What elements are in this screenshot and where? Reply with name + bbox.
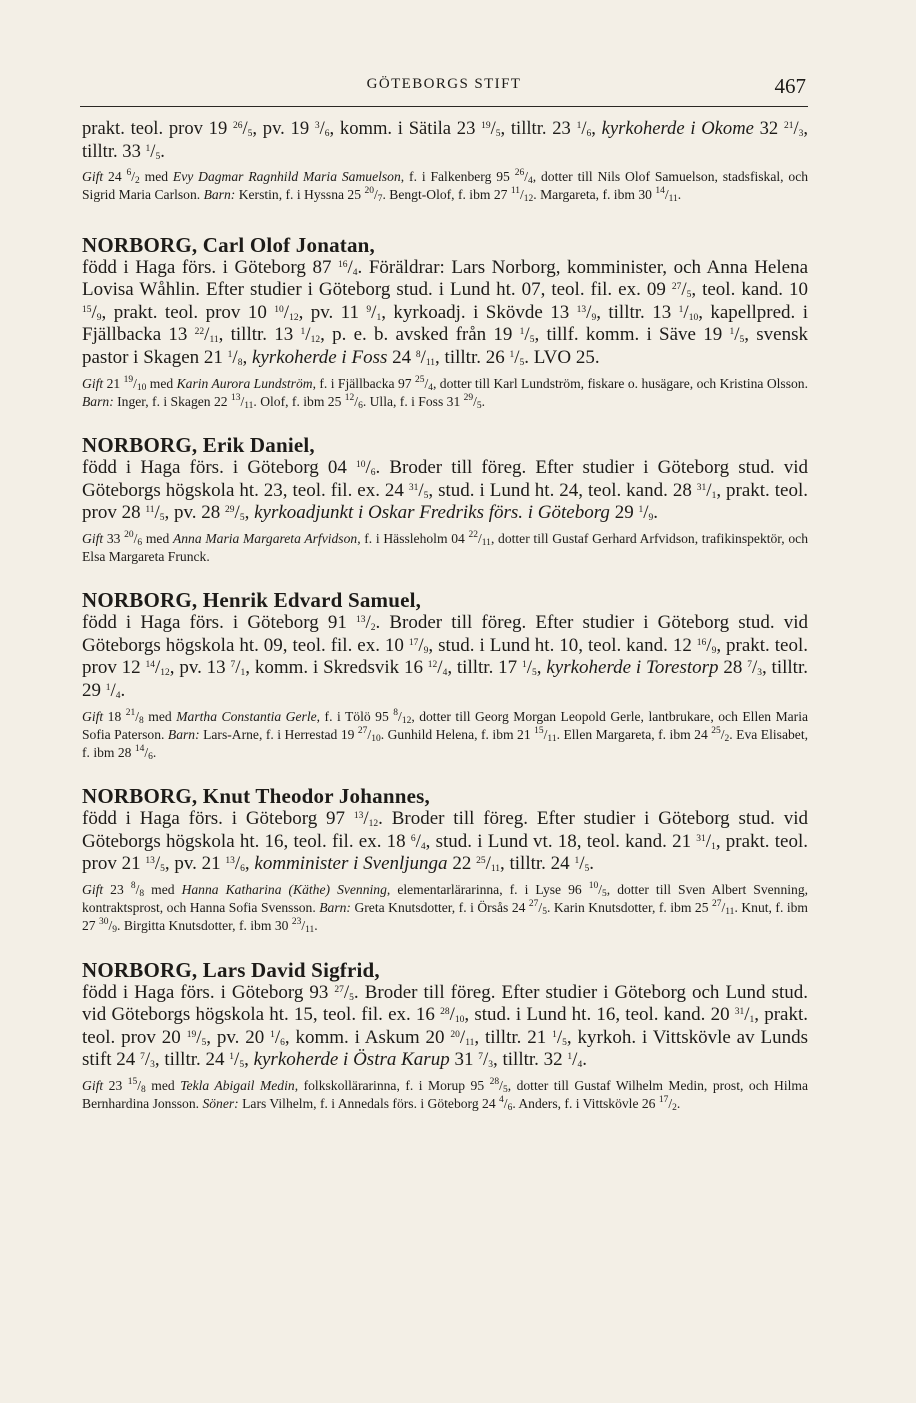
entry-career-text: född i Haga förs. i Göteborg 97 $^{13}/_{12}$. Broder till föreg. Efter studier i Göteborg stud. vid Göteborgs högskola ht. 16, teol. fil. ex. 18 $^6/_4$, stud. i Lund vt. 18, teol. kand. 21 $^{31}/_1$, prakt. teol. prov 21 $^{13}/_5$, pv. 21 $^{13}/_6$, komminister i Svenljunga 22 $^{25}/_{11}$, tilltr. 24 $^1/_5$. (82, 808, 809, 875)
biography-entry (82, 588, 808, 762)
page-number: 467 (774, 74, 806, 98)
biography-entry (82, 784, 808, 935)
biography-entry (82, 233, 808, 411)
entry-career-text: född i Haga förs. i Göteborg 91 $^{13}/_2$. Broder till föreg. Efter studier i Göteborg stud. vid Göteborgs högskola ht. 09, teol. fil. ex. 10 $^{17}/_9$, stud. i Lund ht. 10, teol. kand. 12 $^{16}/_9$, prakt. teol. prov 12 $^{14}/_{12}$, pv. 13 $^7/_1$, komm. i Skredsvik 16 $^{12}/_4$, tilltr. 17 $^1/_5$, kyrkoherde i Torestorp 28 $^7/_3$, tilltr. 29 $^1/_4$. (82, 612, 809, 701)
entry-family-text: Gift 23 $^8/_8$ med Hanna Katharina (Käthe) Svenning, elementarlärarinna, f. i Lyse 96 $^{10}/_5$, dotter till Sven Albert Svenning, kontraktsprost, och Hanna Sofia Svensson. Barn: Greta Knutsdotter, f. i Örsås 24 $^{27}/_5$. Karin Knutsdotter, f. ibm 25 $^{27}/_{11}$. Knut, f. ibm 27 $^{30}/_9$. Birgitta Knutsdotter, f. ibm 30 $^{23}/_{11}$. (82, 880, 809, 936)
biography-entry (82, 433, 808, 566)
entry-headline: NORBORG, Erik Daniel, (82, 432, 315, 457)
entry-career-text: född i Haga förs. i Göteborg 04 $^{10}/_6$. Broder till föreg. Efter studier i Göteborg stud. vid Göteborgs högskola ht. 23, teol. fil. ex. 24 $^{31}/_5$, stud. i Lund ht. 24, teol. kand. 28 $^{31}/_1$, prakt. teol. prov 28 $^{11}/_5$, pv. 28 $^{29}/_5$, kyrkoadjunkt i Oskar Fredriks förs. i Göteborg 29 $^1/_9$. (82, 456, 809, 524)
entry-headline: NORBORG, Lars David Sigfrid, (82, 957, 380, 982)
entry-family-text: Gift 33 $^{20}/_6$ med Anna Maria Margareta Arfvidson, f. i Hässleholm 04 $^{22}/_{11}$, dotter till Gustaf Gerhard Arfvidson, trafikinspektör, och Elsa Margareta Frunck. (82, 529, 809, 564)
running-title: GÖTEBORGS STIFT (366, 76, 522, 92)
entry-family-text: Gift 23 $^{15}/_8$ med Tekla Abigail Medin, folkskollärarinna, f. i Morup 95 $^{28}/_5$, dotter till Gustaf Wilhelm Medin, prost, och Hilma Bernhardina Jonsson. Söner: Lars Vilhelm, f. i Annedals förs. i Göteborg 24 $^4/_6$. Anders, f. i Vittskövle 26 $^{17}/_2$. (82, 1076, 809, 1114)
entry-career-text: född i Haga förs. i Göteborg 93 $^{27}/_5$. Broder till föreg. Efter studier i Göteborg och Lund stud. vid Göteborgs högskola ht. 15, teol. fil. ex. 16 $^{28}/_{10}$, stud. i Lund ht. 16, teol. kand. 20 $^{31}/_1$, prakt. teol. prov 20 $^{19}/_5$, pv. 20 $^1/_6$, komm. i Askum 20 $^{20}/_{11}$, tilltr. 21 $^1/_5$, kyrkoh. i Vittskövle av Lunds stift 24 $^7/_3$, tilltr. 24 $^1/_5$, kyrkoherde i Östra Karup 31 $^7/_3$, tilltr. 32 $^1/_4$. (82, 981, 809, 1071)
biography-entry (82, 118, 808, 205)
entry-career-text: född i Haga förs. i Göteborg 87 $^{16}/_4$. Föräldrar: Lars Norborg, komminister, och Anna Helena Lovisa Wåhlin. Efter studier i Göteborg stud. i Lund ht. 07, teol. fil. ex. 09 $^{27}/_5$, teol. kand. 10 $^{15}/_9$, prakt. teol. prov 10 $^{10}/_{12}$, pv. 11 $^9/_1$, kyrkoadj. i Skövde 13 $^{13}/_9$, tilltr. 13 $^1/_{10}$, kapellpred. i Fjällbacka 13 $^{22}/_{11}$, tilltr. 13 $^1/_{12}$, p. e. b. avsked från 19 $^1/_5$, tillf. komm. i Säve 19 $^1/_5$, svensk pastor i Skagen 21 $^1/_8$, kyrkoherde i Foss 24 $^8/_{11}$, tilltr. 26 $^1/_5$. LVO 25. (82, 256, 809, 368)
entry-family-text: Gift 18 $^{21}/_8$ med Martha Constantia Gerle, f. i Tölö 95 $^8/_{12}$, dotter till Georg Morgan Leopold Gerle, lantbrukare, och Ellen Maria Sofia Paterson. Barn: Lars-Arne, f. i Herrestad 19 $^{27}/_{10}$. Gunhild Helena, f. ibm 21 $^{15}/_{11}$. Ellen Margareta, f. ibm 24 $^{25}/_2$. Eva Elisabet, f. ibm 28 $^{14}/_6$. (82, 707, 809, 762)
entry-headline: NORBORG, Knut Theodor Johannes, (82, 784, 430, 809)
entry-career-text: prakt. teol. prov 19 $^{26}/_5$, pv. 19 $^3/_6$, komm. i Sätila 23 $^{19}/_5$, tilltr. 23 $^1/_6$, kyrkoherde i Okome 32 $^{21}/_3$, tilltr. 33 $^1/_5$. (82, 118, 809, 162)
page-header (80, 70, 808, 107)
biography-entry (82, 958, 808, 1114)
entry-headline: NORBORG, Carl Olof Jonatan, (82, 232, 375, 257)
entry-headline: NORBORG, Henrik Edvard Samuel, (82, 588, 422, 613)
entry-family-text: Gift 21 $^{19}/_{10}$ med Karin Aurora Lundström, f. i Fjällbacka 97 $^{25}/_4$, dotter till Karl Lundström, fiskare o. husägare, och Kristina Olsson. Barn: Inger, f. i Skagen 22 $^{13}/_{11}$. Olof, f. ibm 25 $^{12}/_6$. Ulla, f. i Foss 31 $^{29}/_5$. (82, 374, 809, 411)
entry-family-text: Gift 24 $^6/_2$ med Evy Dagmar Ragnhild Maria Samuelson, f. i Falkenberg 95 $^{26}/_4$, dotter till Nils Olof Samuelson, stadsfiskal, och Sigrid Maria Carlson. Barn: Kerstin, f. i Hyssna 25 $^{20}/_7$. Bengt-Olof, f. ibm 27 $^{11}/_{12}$. Margareta, f. ibm 30 $^{14}/_{11}$. (82, 168, 809, 205)
page-body (82, 118, 808, 1135)
